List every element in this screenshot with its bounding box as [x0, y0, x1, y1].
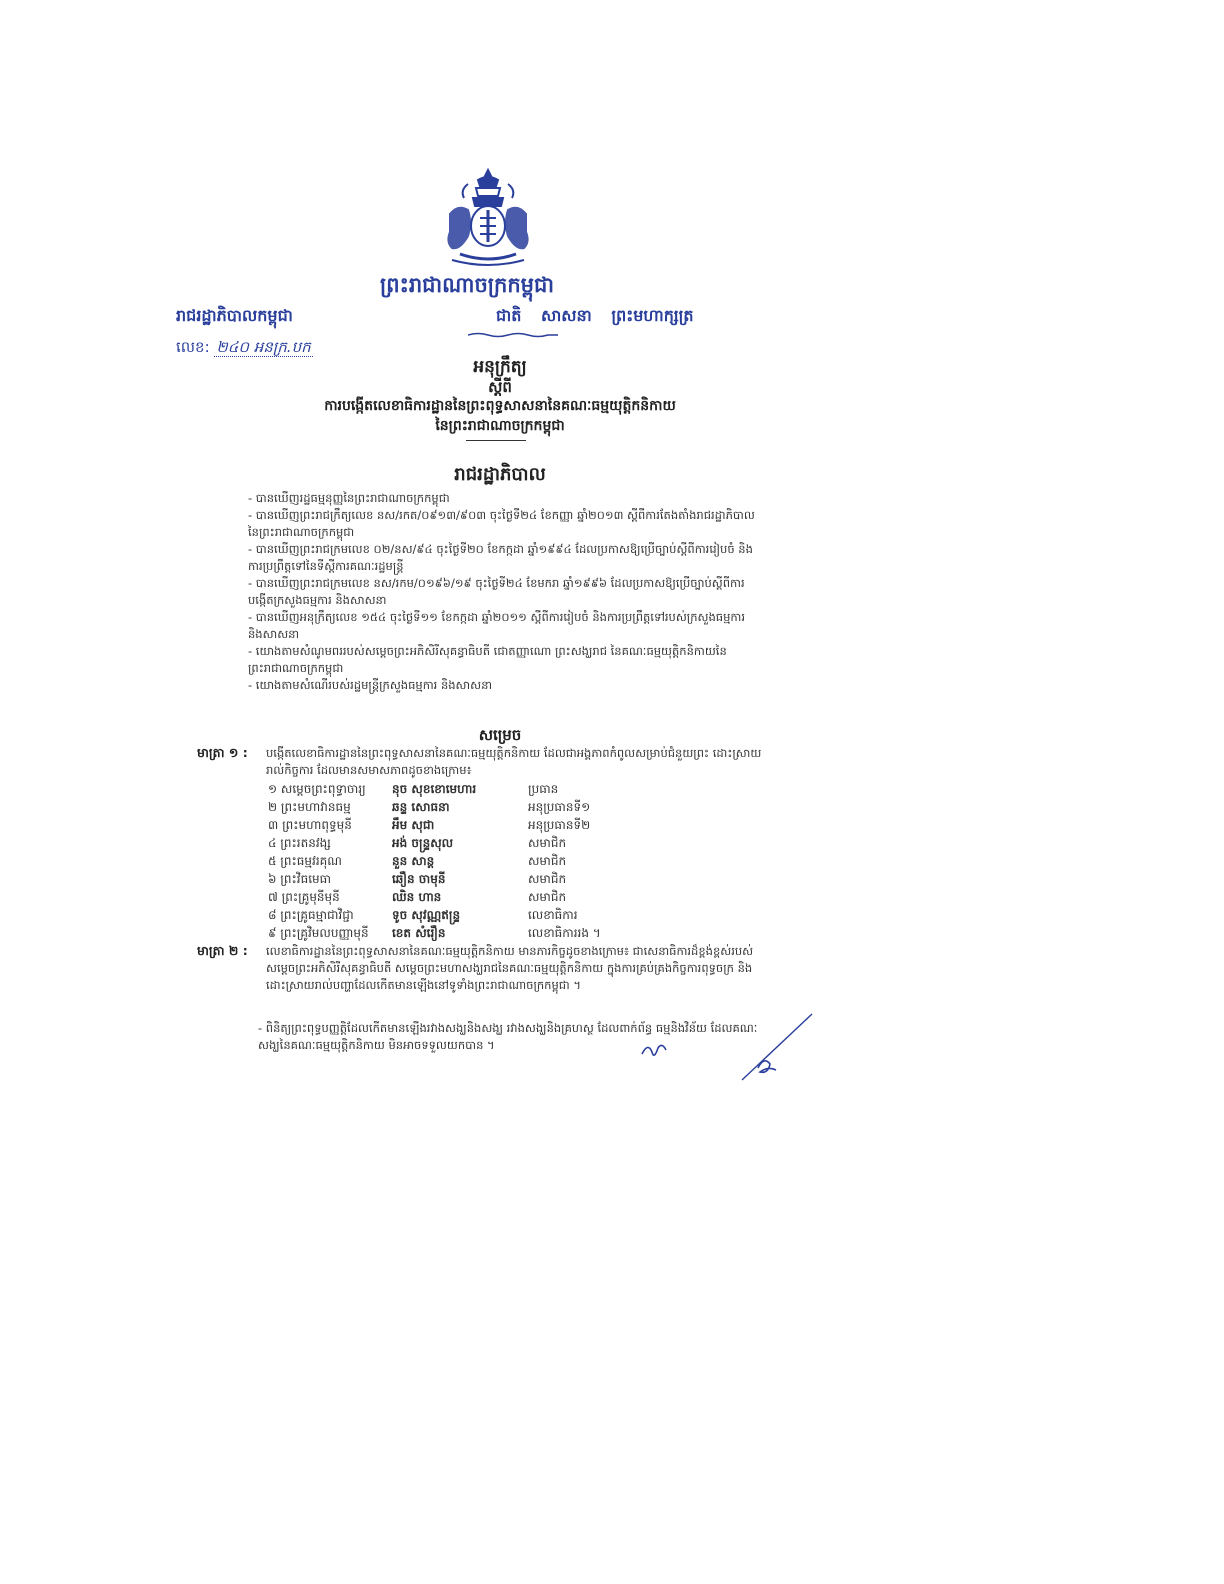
member-name: ទូច សុវណ្ណឥន្ទ្រ — [392, 908, 461, 922]
article-2-text: លេខាធិការដ្ឋាននៃព្រះពុទ្ធសាសនានៃគណៈធម្មយុត្តិកនិកាយ មានភារកិច្ចដូចខាងក្រោម៖ ជាសេនាធិការដ៏ខ្ពង់ខ្ពស់របស់សម្តេចព្រះអភិសិរីសុគន្ធាធិបតី សម្តេចព្រះមហាសង្ឃរាជនៃគណៈធម្មយុត្តិកនិកាយ ក្នុងការគ្រប់គ្រងកិច្ចការពុទ្ធចក្រ និងដោះស្រាយរាល់បញ្ហាដែលកើតមានឡើងនៅទូទាំងព្រះរាជាណាចក្រកម្ពុជា ។ — [266, 944, 754, 992]
member-title: ៩ ព្រះគ្រូវិមលបញ្ញាមុនី — [268, 926, 369, 940]
member-role: សមាជិក — [528, 854, 567, 868]
member-name: នុច សុខខោមេហារ — [392, 782, 477, 796]
kingdom-name: ព្រះរាជាណាចក្រកម្ពុជា — [380, 273, 555, 297]
government-heading: រាជរដ្ឋាភិបាល — [454, 464, 546, 485]
preamble-item: - យោងតាមសំណើរបស់រដ្ឋមន្ត្រីក្រសួងធម្មការ និងសាសនា — [248, 678, 493, 692]
member-title: ៥ ព្រះធម្មវរគុណ — [268, 854, 342, 868]
document-type: អនុក្រឹត្យ — [473, 357, 527, 377]
preamble-item: - បានឃើញព្រះរាជក្រមលេខ ០២/នស/៩៤ ចុះថ្ងៃទី២០ ខែកក្កដា ឆ្នាំ១៩៩៤ ដែលប្រកាសឱ្យប្រើច្បាប់ស្តីពីការរៀបចំ និងការប្រព្រឹត្តទៅនៃទីស្តីការគណៈរដ្ឋមន្ត្រី — [248, 542, 753, 573]
member-name: អង់ ចន្ទ្រសុល — [392, 836, 454, 850]
initial-mark-icon — [640, 1040, 668, 1064]
government-name: រាជរដ្ឋាភិបាលកម្ពុជា — [176, 306, 293, 325]
member-title: ៣ ព្រះមហាពុទ្ធមុនី — [268, 818, 352, 832]
title-divider — [466, 440, 526, 441]
article-1-text: បង្កើតលេខាធិការដ្ឋាននៃព្រះពុទ្ធសាសនានៃគណៈធម្មយុត្តិកនិកាយ ដែលជាអង្គភាពកំពូលសម្រាប់ជំនួយព្រះ ដោះស្រាយរាល់កិច្ចការ ដែលមានសមាសភាពដូចខាងក្រោម៖ — [266, 746, 762, 777]
document-title-line2: នៃព្រះរាជាណាចក្រកម្ពុជា — [435, 418, 565, 434]
member-name: ឈិន ហាន — [392, 890, 442, 904]
document-about: ស្តីពី — [488, 378, 512, 396]
member-title: ៧ ព្រះគ្រូមុនីមុនី — [268, 890, 340, 904]
member-title: ២ ព្រះមហាវានធម្ម — [268, 800, 351, 814]
member-name: ឆន្ទ សោធនា — [392, 800, 450, 814]
member-name: ខេត សំរឿន — [392, 926, 446, 940]
member-role: សមាជិក — [528, 836, 567, 850]
member-title: ៨ ព្រះគ្រូធម្មាជាវិជ្ជា — [268, 908, 354, 922]
member-title: ៤ ព្រះរតនវង្ស — [268, 836, 331, 850]
preamble-item: - បានឃើញរដ្ឋធម្មនុញ្ញនៃព្រះរាជាណាចក្រកម្ពុជា — [248, 491, 450, 505]
preamble-item: - យោងតាមសំណូមពររបស់សម្តេចព្រះអភិសិរីសុគន្ធាធិបតី ជោតញ្ញាណោ ព្រះសង្ឃរាជ នៃគណៈធម្មយុត្តិកនិកាយនៃព្រះរាជាណាចក្រកម្ពុជា — [248, 644, 727, 675]
article-2-label: មាត្រា ២ : — [197, 943, 248, 958]
member-name: នួន សាន្ត — [392, 854, 435, 868]
preamble-item: - បានឃើញព្រះរាជក្រឹត្យលេខ នស/រកត/០៩១៣/៩០៣ ចុះថ្ងៃទី២៤ ខែកញ្ញា ឆ្នាំ២០១៣ ស្តីពីការតែងតាំងរាជរដ្ឋាភិបាលនៃព្រះរាជាណាចក្រកម្ពុជា — [248, 508, 755, 539]
decides-heading: សម្រេច — [478, 726, 522, 744]
royal-emblem-icon — [438, 166, 538, 270]
article-2-bullet: - ពិនិត្យព្រះពុទ្ធបញ្ញត្តិដែលកើតមានឡើងរវាងសង្ឃនិងសង្ឃ រវាងសង្ឃនិងគ្រហស្ថ ដែលពាក់ព័ន្ធ ធម្មនិងវិន័យ ដែលគណៈសង្ឃនៃគណៈធម្មយុត្តិកនិកាយ មិនអាចទទួលយកបាន ។ — [258, 1021, 758, 1052]
member-role: សមាជិក — [528, 890, 567, 904]
preamble-item: - បានឃើញអនុក្រឹត្យលេខ ១៥៤ ចុះថ្ងៃទី១១ ខែកក្កដា ឆ្នាំ២០១១ ស្តីពីការរៀបចំ និងការប្រព្រឹត្តទៅរបស់ក្រសួងធម្មការ និងសាសនា — [248, 610, 745, 641]
member-role: សមាជិក — [528, 872, 567, 886]
signature-icon — [738, 1008, 818, 1084]
member-title: ៦ ព្រះវិធមេធា — [268, 872, 332, 886]
article-1-label: មាត្រា ១ : — [197, 745, 248, 760]
document-title-line1: ការបង្កើតលេខាធិការដ្ឋាននៃព្រះពុទ្ធសាសនានៃគណៈធម្មយុត្តិកនិកាយ — [324, 398, 676, 414]
reference-label: លេខ: — [176, 338, 210, 356]
national-motto: ជាតិ សាសនា ព្រះមហាក្សត្រ — [496, 306, 694, 325]
member-name: អឹម សុជា — [392, 818, 435, 832]
reference-value: ២៤០ អនក្រ.បក — [216, 338, 311, 356]
member-role: អនុប្រធានទី១ — [528, 800, 591, 814]
preamble-item: - បានឃើញព្រះរាជក្រមលេខ នស/រកម/០១៩៦/១៩ ចុះថ្ងៃទី២៤ ខែមករា ឆ្នាំ១៩៩៦ ដែលប្រកាសឱ្យប្រើច្បាប់ស្តីពីការបង្កើតក្រសួងធម្មការ និងសាសនា — [248, 576, 745, 607]
preamble — [248, 490, 760, 694]
member-role: អនុប្រធានទី២ — [528, 818, 591, 832]
member-role: លេខាធិការរង ។ — [528, 926, 601, 940]
divider-ornament-icon — [468, 332, 558, 338]
member-title: ១ សម្តេចព្រះពុទ្ធាចារ្យ — [268, 782, 366, 796]
member-role: ប្រធាន — [528, 782, 559, 796]
member-role: លេខាធិការ — [528, 908, 578, 922]
member-name: ឆឿន ចាមុនី — [392, 872, 446, 886]
